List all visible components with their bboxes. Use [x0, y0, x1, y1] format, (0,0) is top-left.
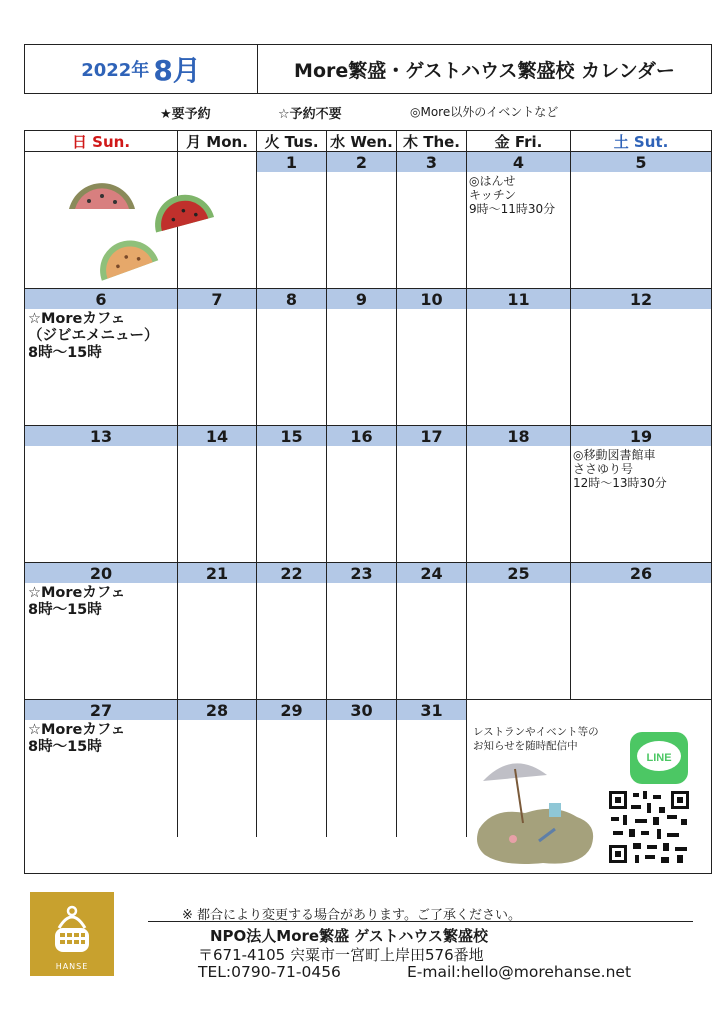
weekday-tue: 火 Tus.: [257, 131, 327, 152]
day-cell: [571, 152, 711, 289]
day-number: 29: [257, 700, 326, 720]
day-cell: [25, 563, 178, 700]
day-event: ◎はんせ キッチン 9時～11時30分: [469, 174, 556, 216]
day-number: 30: [327, 700, 396, 720]
day-cell: [467, 563, 571, 700]
day-number: 18: [467, 426, 570, 446]
day-number: 31: [397, 700, 466, 720]
day-cell: [327, 289, 397, 426]
day-event: [257, 172, 326, 176]
day-event: [257, 583, 326, 587]
day-cell: [397, 152, 467, 289]
day-event: ☆Moreカフェ （ジビエメニュー） 8時～15時: [28, 311, 159, 361]
day-cell: [327, 563, 397, 700]
day-event: [25, 446, 177, 450]
day-event: [397, 583, 466, 587]
day-cell: [25, 289, 178, 426]
organization-phone: TEL:0790-71-0456: [198, 963, 341, 981]
day-cell: [467, 426, 571, 563]
day-number: 14: [178, 426, 256, 446]
qr-code[interactable]: [607, 789, 691, 865]
day-cell: [257, 563, 327, 700]
calendar-header: [24, 44, 712, 94]
weekday-mon: 月 Mon.: [178, 131, 257, 152]
day-cell: [25, 700, 178, 837]
day-cell: [178, 426, 257, 563]
day-event: [327, 446, 396, 450]
day-cell: [397, 700, 467, 837]
basket-icon: [48, 902, 96, 958]
day-event: [397, 172, 466, 176]
day-cell: [327, 700, 397, 837]
calendar-grid: [24, 130, 712, 874]
day-event: [397, 309, 466, 313]
day-event: [397, 720, 466, 724]
day-number: 8: [257, 289, 326, 309]
day-cell: [178, 700, 257, 837]
legend-external: ◎More以外のイベントなど: [410, 105, 559, 119]
promo-text: レストランやイベント等の お知らせを随時配信中: [473, 726, 599, 752]
day-number: 23: [327, 563, 396, 583]
day-number: 26: [571, 563, 711, 583]
day-number: 9: [327, 289, 396, 309]
weekday-thu: 木 The.: [397, 131, 467, 152]
day-number: 16: [327, 426, 396, 446]
day-number: 17: [397, 426, 466, 446]
day-cell: [571, 426, 711, 563]
day-number: [178, 152, 256, 172]
day-cell: [467, 152, 571, 289]
day-event: [178, 172, 256, 176]
day-number: 10: [397, 289, 466, 309]
day-event: ◎移動図書館車 ささゆり号 12時～13時30分: [573, 448, 667, 490]
day-number: 24: [397, 563, 466, 583]
day-cell: [257, 426, 327, 563]
day-number: 22: [257, 563, 326, 583]
day-event: [25, 172, 177, 176]
calendar-title: More繁盛・ゲストハウス繁盛校 カレンダー: [294, 59, 675, 82]
organization-name: NPO法人More繁盛 ゲストハウス繁盛校: [210, 927, 488, 945]
day-number: 1: [257, 152, 326, 172]
day-event: [327, 309, 396, 313]
day-event: [467, 446, 570, 450]
day-cell: [257, 289, 327, 426]
hanse-logo: [30, 892, 114, 976]
day-number: 4: [467, 152, 570, 172]
day-number: [25, 152, 177, 172]
day-cell: [467, 289, 571, 426]
day-number: 25: [467, 563, 570, 583]
day-cell: [178, 563, 257, 700]
day-event: [257, 720, 326, 724]
month-label: [25, 45, 258, 93]
day-cell: [257, 152, 327, 289]
day-event: [178, 446, 256, 450]
watermelon-slice-3: [92, 232, 159, 281]
day-cell: [397, 289, 467, 426]
day-event: [257, 446, 326, 450]
day-cell: [178, 289, 257, 426]
day-event: [397, 446, 466, 450]
day-number: 15: [257, 426, 326, 446]
weekday-fri: 金 Fri.: [467, 131, 571, 152]
organization-address: 〒671-4105 宍粟市一宮町上岸田576番地: [198, 946, 484, 964]
day-number: 19: [571, 426, 711, 446]
day-cell: [327, 152, 397, 289]
day-event: [467, 583, 570, 587]
day-event: [327, 583, 396, 587]
day-event: [571, 309, 711, 313]
day-cell: [257, 700, 327, 837]
day-event: [327, 720, 396, 724]
day-event: [257, 309, 326, 313]
day-number: 27: [25, 700, 177, 720]
legend-no-reserve: ☆予約不要: [278, 107, 342, 122]
day-event: ☆Moreカフェ 8時～15時: [28, 722, 126, 755]
day-cell: [571, 563, 711, 700]
day-number: 7: [178, 289, 256, 309]
day-number: 28: [178, 700, 256, 720]
beach-illustration: [473, 751, 601, 869]
footer-divider: [148, 921, 693, 922]
day-number: 21: [178, 563, 256, 583]
month-text: 8月: [153, 54, 201, 87]
watermelon-illustration: [65, 177, 225, 287]
legend: [0, 103, 724, 123]
legend-reserve-required: ★要予約: [160, 107, 211, 122]
day-event: [467, 309, 570, 313]
day-event: [571, 172, 711, 176]
day-number: 3: [397, 152, 466, 172]
year-text: 2022年: [81, 60, 150, 81]
weekday-sat: 土 Sut.: [571, 131, 711, 152]
day-cell: [327, 426, 397, 563]
day-number: 13: [25, 426, 177, 446]
day-event: [571, 583, 711, 587]
day-event: [178, 720, 256, 724]
day-event: [327, 172, 396, 176]
watermelon-slice-1: [69, 183, 135, 209]
weekday-wed: 水 Wen.: [327, 131, 397, 152]
line-icon[interactable]: [629, 731, 689, 785]
day-event: [178, 583, 256, 587]
weekday-sun: 日 Sun.: [25, 131, 178, 152]
watermelon-slice-2: [148, 188, 214, 233]
day-event: [178, 309, 256, 313]
line-label: LINE: [646, 752, 672, 764]
logo-text: HANSE: [55, 962, 89, 971]
day-cell: [397, 563, 467, 700]
day-number: 12: [571, 289, 711, 309]
day-cell: [571, 289, 711, 426]
day-number: 20: [25, 563, 177, 583]
day-number: 5: [571, 152, 711, 172]
day-cell: [25, 426, 178, 563]
day-number: 6: [25, 289, 177, 309]
day-event: ☆Moreカフェ 8時～15時: [28, 585, 126, 618]
day-cell: [397, 426, 467, 563]
day-number: 11: [467, 289, 570, 309]
day-number: 2: [327, 152, 396, 172]
organization-email[interactable]: E-mail:hello@morehanse.net: [407, 963, 632, 981]
footer-note: ※ 都合により変更する場合があります。ご了承ください。: [182, 908, 521, 923]
